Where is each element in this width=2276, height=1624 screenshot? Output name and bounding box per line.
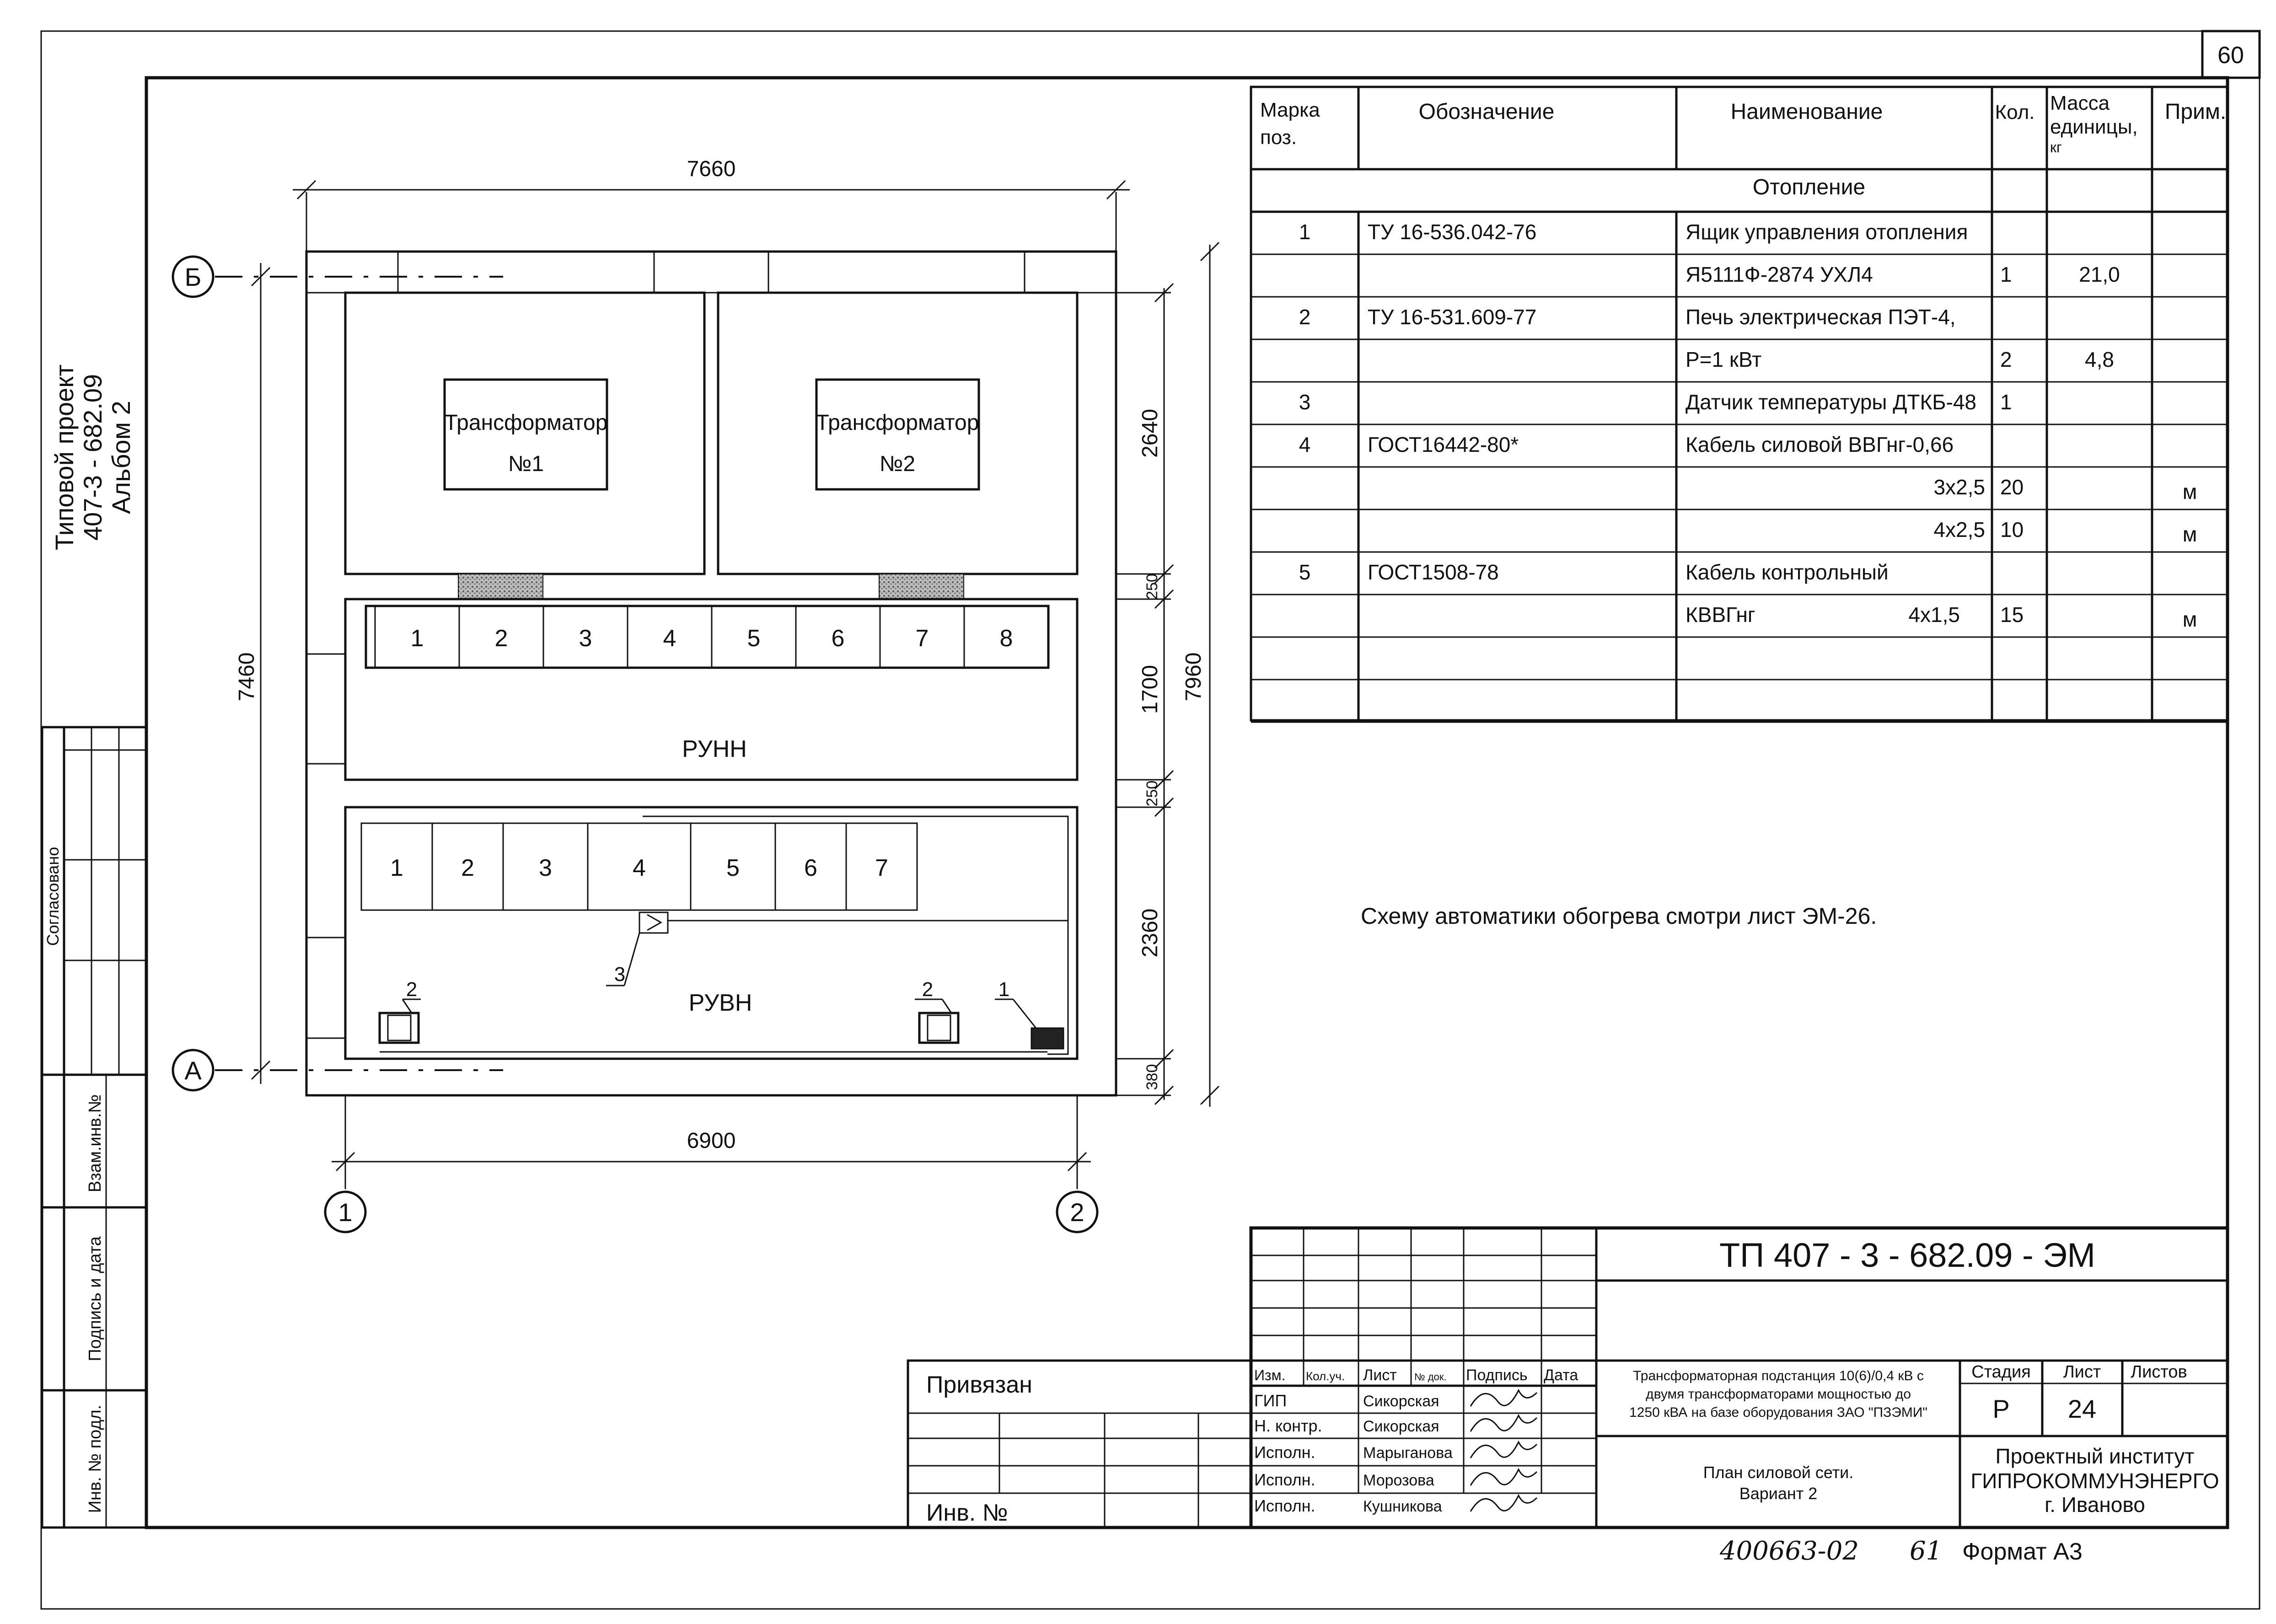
spec-header-mass-1: Масса	[2050, 92, 2110, 114]
title-block-col-header: Дата	[1544, 1367, 1578, 1384]
transformer-2-label: Трансформатор	[816, 411, 979, 435]
dim-right-part: 2360	[1138, 908, 1162, 958]
runn-cell-number: 8	[999, 625, 1013, 652]
signature	[1471, 1415, 1537, 1431]
spec-header-mass-2: единицы,	[2050, 116, 2138, 138]
axis-a-letter: А	[184, 1056, 202, 1085]
spec-table	[1251, 87, 2228, 722]
spec-rows	[1251, 87, 2228, 722]
spec-cell-name: Кабель силовой ВВГнг-0,66	[1686, 433, 1954, 456]
spec-cell-note: м	[2182, 607, 2197, 631]
runn-panel-row	[366, 606, 1048, 668]
project-name-1: Трансформаторная подстанция 10(6)/0,4 кВ с	[1633, 1368, 1924, 1383]
title-block-role: Н. контр.	[1254, 1416, 1322, 1435]
sheet-name-1: План силовой сети.	[1703, 1463, 1854, 1482]
spec-cell-name: КВВГнг	[1686, 603, 1755, 627]
spec-header-designation: Обозначение	[1418, 100, 1555, 124]
spec-cell-qty: 1	[2000, 263, 2012, 286]
project-name-2: двумя трансформаторами мощностью до	[1646, 1387, 1911, 1402]
spec-cell-mark: 2	[1299, 305, 1311, 329]
ruvn-cell-number: 3	[539, 855, 552, 881]
project-name-3: 1250 кВА на базе оборудования ЗАО "ПЗЭМИ"	[1629, 1405, 1927, 1420]
spec-cell-designation: ГОСТ1508-78	[1368, 560, 1499, 584]
inner-frame	[146, 78, 2228, 1528]
spec-cell-qty: 2	[2000, 348, 2012, 371]
dim-right-part: 1700	[1138, 665, 1162, 714]
spec-cell-name: Печь электрическая ПЭТ-4,	[1686, 305, 1956, 329]
title-block	[908, 1228, 2228, 1528]
substation-outline	[306, 252, 1116, 1095]
title-block-role: Исполн.	[1254, 1443, 1315, 1462]
outer-frame	[41, 31, 2260, 1609]
runn-cell-number: 3	[579, 625, 592, 652]
spec-cell-note: м	[2182, 480, 2197, 504]
axis-b-letter: Б	[184, 263, 202, 291]
title-block-headers	[1254, 1367, 1578, 1384]
ruvn-label: РУВН	[688, 990, 752, 1016]
callout-control-box: 1	[998, 978, 1010, 1001]
spec-cell-name: Я5111Ф-2874 УХЛ4	[1686, 263, 1873, 286]
signature	[1471, 1390, 1537, 1406]
temperature-sensor	[639, 912, 668, 933]
transformer-2-number: №2	[879, 452, 916, 476]
transformer-1-label: Трансформатор	[444, 411, 608, 435]
spec-cell-name: Датчик температуры ДТКБ-48	[1686, 390, 1976, 414]
corner-number: 60	[2217, 42, 2244, 69]
spec-header-mark-1: Марка	[1260, 99, 1320, 121]
handwritten-code: 400663-02	[1720, 1536, 1859, 1566]
spec-cell-name: 3х2,5	[1933, 475, 1985, 499]
dim-right-part: 2640	[1138, 409, 1162, 458]
spec-cell-name-extra: 4х1,5	[1908, 603, 1960, 627]
axis-2-number: 2	[1070, 1198, 1084, 1227]
runn-cells	[366, 606, 1048, 668]
title-block-person: Кушникова	[1363, 1498, 1442, 1515]
ruvn-cell-number: 2	[461, 855, 474, 881]
runn-cell-number: 4	[663, 625, 676, 652]
spec-cell-mass: 21,0	[2079, 263, 2120, 286]
runn-cell-number: 2	[494, 625, 508, 652]
institute-1: Проектный институт	[1995, 1444, 2195, 1468]
callout-heater-left: 2	[406, 978, 418, 1001]
ruvn-cell-number: 1	[390, 855, 403, 881]
title-block-col-header: Лист	[1363, 1367, 1397, 1384]
institute-2: ГИПРОКОММУНЭНЕРГО	[1970, 1469, 2219, 1493]
dim-right-part: 380	[1143, 1064, 1161, 1090]
spec-cell-mark: 3	[1299, 390, 1311, 414]
heating-control-box	[1031, 1028, 1063, 1049]
axis-1-number: 1	[338, 1198, 353, 1227]
title-block-role: Исполн.	[1254, 1470, 1315, 1489]
signature	[1471, 1442, 1537, 1458]
spec-cell-name: 4х2,5	[1933, 518, 1985, 541]
spec-cell-mark: 1	[1299, 220, 1311, 244]
ruvn-cells	[361, 823, 917, 910]
side-stamp-agreed: Согласовано	[43, 847, 62, 946]
stage-label: Стадия	[1971, 1362, 2031, 1382]
spec-cell-qty: 15	[2000, 603, 2024, 627]
institute-3: г. Иваново	[2045, 1493, 2145, 1517]
runn-label: РУНН	[682, 736, 747, 762]
handwritten-page: 61	[1910, 1536, 1943, 1566]
dim-top: 7660	[687, 157, 736, 181]
spec-cell-qty: 10	[2000, 518, 2024, 541]
floor-plan	[173, 157, 1219, 1232]
spec-cell-mark: 5	[1299, 560, 1311, 584]
title-block-person: Сикорская	[1363, 1418, 1439, 1435]
sheet-name-2: Вариант 2	[1739, 1484, 1818, 1503]
cable-opening-2	[879, 574, 964, 599]
callout-heater-right: 2	[922, 978, 934, 1001]
title-block-col-header: Кол.уч.	[1306, 1369, 1345, 1383]
format-label: Формат А3	[1962, 1538, 2083, 1565]
spec-cell-name: Кабель контрольный	[1686, 560, 1889, 584]
spec-header-mark-2: поз.	[1260, 126, 1297, 149]
spec-cell-name: Ящик управления отопления	[1686, 220, 1968, 244]
ruvn-cell-number: 6	[804, 855, 817, 881]
title-block-person: Марыганова	[1363, 1444, 1453, 1462]
signature	[1471, 1495, 1537, 1511]
spec-cell-note: м	[2182, 522, 2197, 546]
side-title	[50, 364, 135, 550]
title-block-col-header: Изм.	[1254, 1367, 1286, 1383]
dim-right-outer: 7960	[1181, 652, 1206, 702]
callout-sensor: 3	[614, 963, 626, 986]
spec-cell-qty: 1	[2000, 390, 2012, 414]
side-title-line2: 407-3 - 682.09	[78, 374, 107, 541]
stage-value: Р	[1992, 1394, 2010, 1423]
dim-bottom: 6900	[687, 1129, 736, 1153]
sheet-label: Лист	[2063, 1362, 2101, 1382]
side-stamp	[42, 727, 146, 1528]
title-block-person: Сикорская	[1363, 1393, 1439, 1410]
runn-cell-number: 1	[410, 625, 424, 652]
spec-header-name: Наименование	[1730, 100, 1883, 124]
title-block-people	[1254, 1390, 1537, 1515]
spec-cell-mark: 4	[1299, 433, 1311, 456]
spec-section-title: Отопление	[1752, 175, 1866, 199]
spec-cell-designation: ТУ 16-536.042-76	[1368, 220, 1537, 244]
side-title-line3: Альбом 2	[107, 401, 135, 514]
runn-cell-number: 5	[747, 625, 761, 652]
ruvn-room	[345, 807, 1077, 1059]
runn-cell-number: 6	[831, 625, 845, 652]
sheets-label: Листов	[2131, 1362, 2187, 1382]
spec-header-mass-3: кг	[2050, 139, 2062, 155]
spec-header-qty: Кол.	[1995, 101, 2035, 123]
dim-right-part: 250	[1143, 780, 1161, 807]
side-stamp-inv-original: Инв. № подл.	[86, 1404, 105, 1513]
title-block-col-header: № док.	[1414, 1371, 1447, 1383]
sheet-value: 24	[2067, 1394, 2097, 1423]
spec-header-note: Прим.	[2164, 100, 2227, 124]
spec-cell-qty: 20	[2000, 475, 2024, 499]
spec-cell-designation: ГОСТ16442-80*	[1368, 433, 1519, 456]
side-stamp-sign-date: Подпись и дата	[86, 1236, 105, 1361]
note-text: Схему автоматики обогрева смотри лист ЭМ-26.	[1361, 903, 1877, 929]
cable-opening-1	[458, 574, 543, 599]
side-stamp-replace-inv: Взам.инв.№	[86, 1094, 105, 1193]
ruvn-cell-number: 7	[875, 855, 888, 881]
signature	[1471, 1469, 1537, 1485]
spec-cell-name: Р=1 кВт	[1686, 348, 1762, 371]
spec-cell-mass: 4,8	[2085, 348, 2114, 371]
title-block-col-header: Подпись	[1466, 1367, 1528, 1384]
runn-cell-number: 7	[915, 625, 929, 652]
title-block-role: Исполн.	[1254, 1496, 1315, 1515]
title-block-person: Морозова	[1363, 1472, 1434, 1489]
inv-label: Инв. №	[926, 1500, 1008, 1526]
dim-left: 7460	[235, 652, 259, 702]
dim-right-part: 250	[1143, 573, 1161, 600]
title-block-role: ГИП	[1254, 1391, 1287, 1410]
bound-label: Привязан	[926, 1372, 1033, 1398]
spec-cell-designation: ТУ 16-531.609-77	[1368, 305, 1537, 329]
ruvn-cell-number: 4	[633, 855, 646, 881]
side-title-line1: Типовой проект	[50, 364, 79, 551]
drawing-code: ТП 407 - 3 - 682.09 - ЭМ	[1719, 1236, 2096, 1274]
ruvn-cell-number: 5	[726, 855, 740, 881]
transformer-1-number: №1	[508, 452, 544, 476]
